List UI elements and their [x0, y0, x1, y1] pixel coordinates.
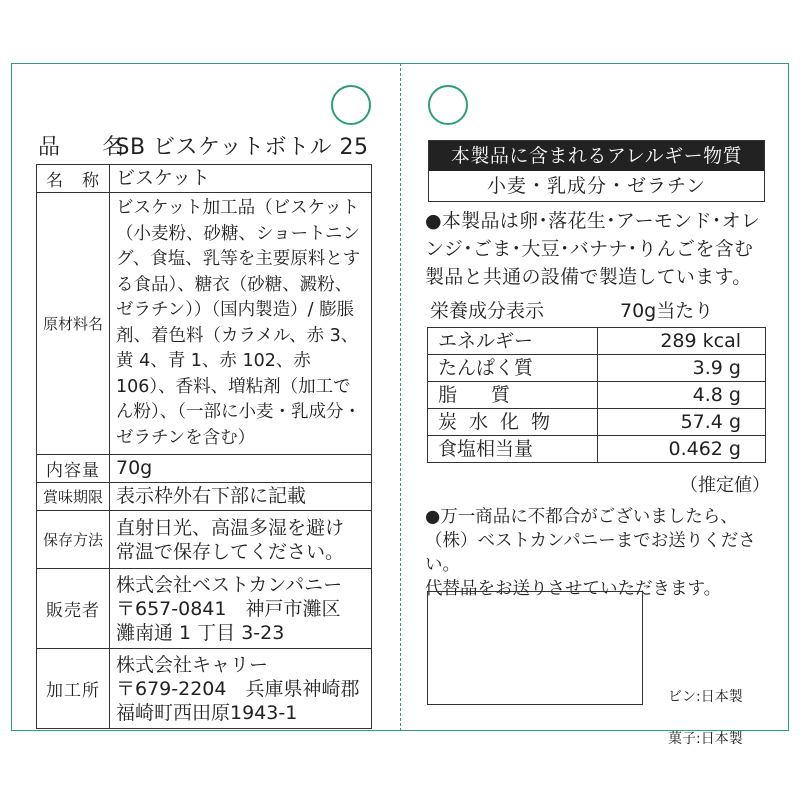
allergen-box	[428, 140, 765, 202]
row-value-best-before: 表示枠外右下部に記載	[110, 483, 372, 511]
row-value-ingredients: ビスケット加工品（ビスケット（小麦粉、砂糖、ショートニング、食塩、乳等を主要原料とする食品）、糖衣（砂糖、澱粉、ゼラチン））（国内製造）/ 膨脹剤、着色料（カラメル、赤 3、黄 4、青 1、赤 102、赤 106）、香料、増粘剤（加工でん粉）、（一部に小麦・乳成分・ゼラチンを含む）	[110, 193, 372, 455]
nutrient-value: 0.462 g	[598, 436, 766, 463]
date-print-area	[427, 591, 643, 705]
nutrient-name: エネルギー	[428, 328, 598, 355]
origin-info	[668, 666, 778, 771]
table-row	[428, 409, 766, 436]
nutrition-per: 70g当たり	[620, 300, 714, 322]
table-row	[37, 483, 372, 511]
nutrition-title: 栄養成分表示	[430, 300, 545, 322]
hole-marker-right	[428, 85, 468, 125]
nutrient-value: 4.8 g	[598, 382, 766, 409]
nutrient-name: 脂質	[428, 382, 598, 409]
contact-note: ●万一商品に不都合がございましたら、 （株）ベストカンパニーまでお送りください。 代替品をお送りさせていただきます。	[425, 507, 756, 599]
table-row	[37, 165, 372, 193]
row-key-ingredients: 原材料名	[37, 193, 110, 455]
table-row	[428, 355, 766, 382]
row-key-seller: 販売者	[37, 569, 110, 649]
table-row	[428, 436, 766, 463]
row-key-storage: 保存方法	[37, 511, 110, 569]
nutrient-name: 炭水化物	[428, 409, 598, 436]
table-row	[37, 649, 372, 729]
product-name-value: SB ビスケットボトル 25	[115, 135, 369, 160]
row-value-processor: 株式会社キャリー 〒679-2204 兵庫県神崎郡 福崎町西田原1943-1	[110, 649, 372, 729]
row-value-content: 70g	[110, 455, 372, 483]
allergen-items: 小麦・乳成分・ゼラチン	[486, 175, 707, 197]
product-name-line	[38, 133, 378, 163]
fold-line	[400, 63, 401, 731]
origin-bottle: ビン:日本製	[668, 689, 743, 705]
row-value-seller: 株式会社ベストカンパニー 〒657-0841 神戸市灘区 灘南通 1 丁目 3-23	[110, 569, 372, 649]
row-value-storage: 直射日光、高温多湿を避け 常温で保存してください。	[110, 511, 372, 569]
product-name-label: 品 名	[38, 135, 135, 160]
table-row	[37, 193, 372, 455]
table-row	[37, 569, 372, 649]
nutrient-value: 57.4 g	[598, 409, 766, 436]
row-key-name: 名 称	[37, 165, 110, 193]
table-row	[37, 455, 372, 483]
table-row	[428, 382, 766, 409]
row-key-content: 内容量	[37, 455, 110, 483]
row-value-name: ビスケット	[110, 165, 372, 193]
nutrition-header	[430, 297, 775, 325]
row-key-best-before: 賞味期限	[37, 483, 110, 511]
estimated-note: （推定値）	[680, 475, 770, 496]
nutrient-value: 289 kcal	[598, 328, 766, 355]
hole-marker-left	[331, 85, 371, 125]
facility-note: ●本製品は卵･落花生･アーモンド･オレ ンジ･ごま･大豆･バナナ･りんごを含む 製品と共通の設備で製造しています。	[425, 210, 761, 288]
table-row	[428, 328, 766, 355]
table-row	[37, 511, 372, 569]
nutrient-name: 食塩相当量	[428, 436, 598, 463]
origin-snack: 菓子:日本製	[668, 731, 743, 747]
row-key-processor: 加工所	[37, 649, 110, 729]
info-table	[36, 164, 372, 729]
nutrient-value: 3.9 g	[598, 355, 766, 382]
allergen-title: 本製品に含まれるアレルギー物質	[429, 141, 764, 171]
nutrient-name: たんぱく質	[428, 355, 598, 382]
nutrition-table	[427, 327, 766, 463]
